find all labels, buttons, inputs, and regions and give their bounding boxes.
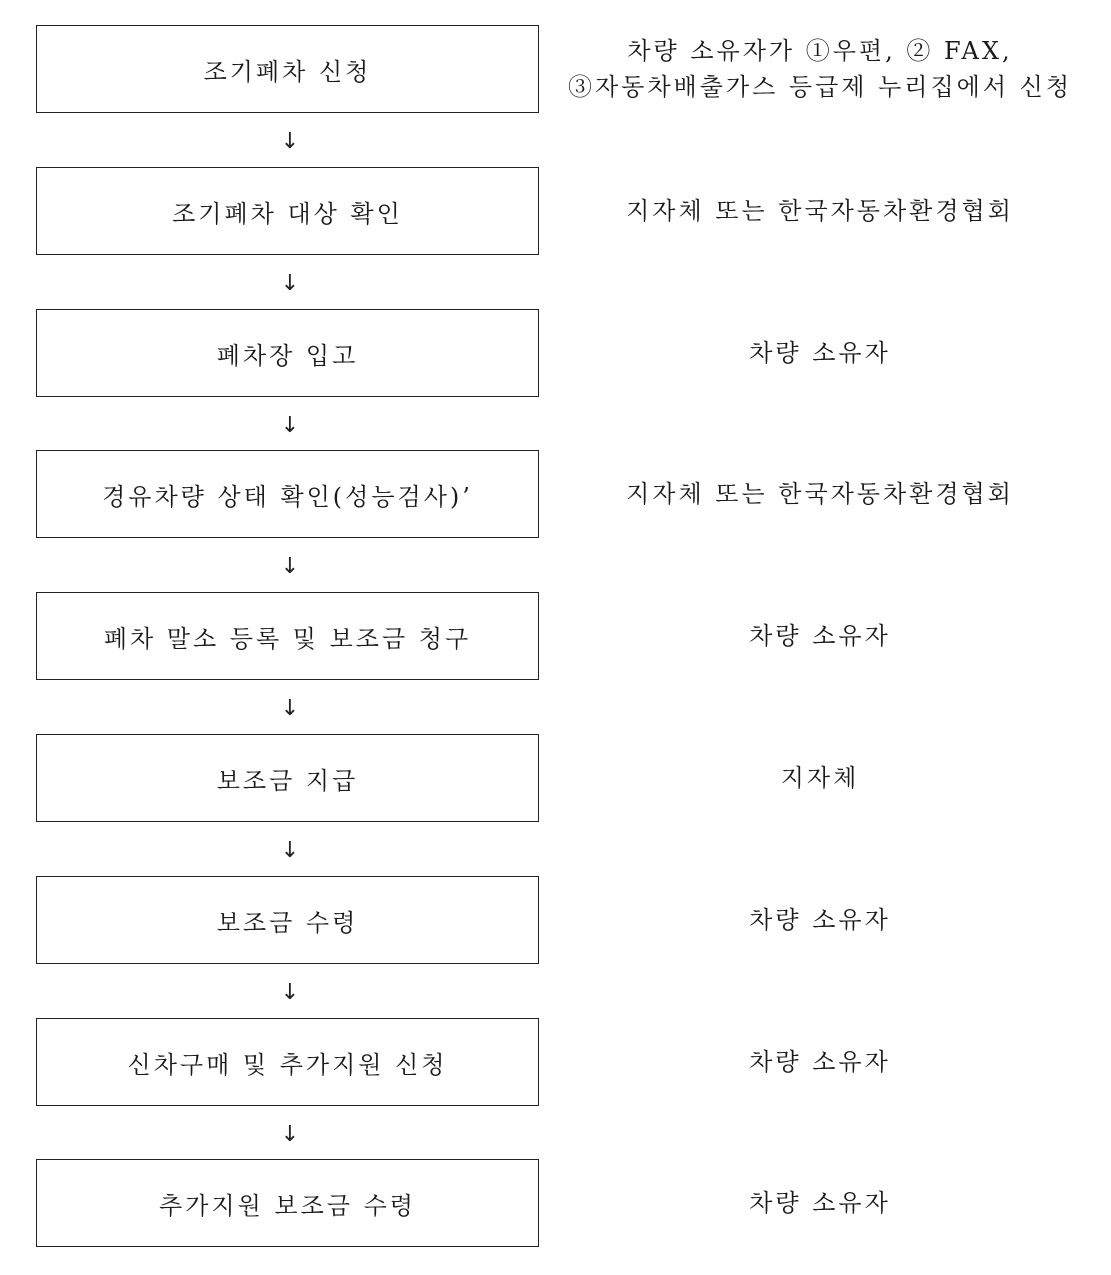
flow-step-6	[0, 734, 1111, 822]
step-box	[36, 25, 539, 113]
down-arrow-icon: ↓	[280, 838, 300, 863]
step-actor	[555, 876, 1085, 964]
down-arrow-icon: ↓	[280, 696, 300, 721]
step-label: 조기폐차 대상 확인	[172, 199, 403, 228]
step-box	[36, 450, 539, 538]
step-actor	[555, 592, 1085, 680]
actor-text-line: 차량 소유자	[749, 906, 891, 934]
down-arrow-icon: ↓	[280, 413, 300, 438]
flow-step-7	[0, 876, 1111, 964]
step-actor	[555, 25, 1085, 113]
step-actor	[555, 450, 1085, 538]
actor-text-line: ③자동차배출가스 등급제 누리집에서 신청	[567, 73, 1072, 101]
step-label: 폐차 말소 등록 및 보조금 청구	[103, 624, 472, 653]
step-label: 조기폐차 신청	[203, 57, 372, 86]
down-arrow-icon: ↓	[280, 1122, 300, 1147]
step-box	[36, 1018, 539, 1106]
flow-step-3	[0, 309, 1111, 397]
actor-text-line: 차량 소유자가 ①우편, ② FAX,	[627, 37, 1013, 65]
step-actor	[555, 1018, 1085, 1106]
step-box	[36, 309, 539, 397]
actor-text-line: 차량 소유자	[749, 1048, 891, 1076]
step-actor	[555, 734, 1085, 822]
down-arrow-icon: ↓	[280, 129, 300, 154]
step-label: 폐차장 입고	[216, 341, 359, 370]
step-box	[36, 1159, 539, 1247]
flow-step-4	[0, 450, 1111, 538]
step-label: 신차구매 및 추가지원 신청	[127, 1050, 448, 1079]
flow-step-2	[0, 167, 1111, 255]
actor-text-line: 지자체	[780, 764, 860, 792]
down-arrow-icon: ↓	[280, 980, 300, 1005]
down-arrow-icon: ↓	[280, 271, 300, 296]
actor-text-line: 차량 소유자	[749, 339, 891, 367]
step-label: 보조금 지급	[216, 766, 359, 795]
step-actor	[555, 309, 1085, 397]
flow-step-5	[0, 592, 1111, 680]
flow-step-1	[0, 25, 1111, 113]
flow-step-8	[0, 1018, 1111, 1106]
flow-step-9	[0, 1159, 1111, 1247]
step-actor	[555, 167, 1085, 255]
step-box	[36, 734, 539, 822]
step-label: 보조금 수령	[216, 908, 359, 937]
step-actor	[555, 1159, 1085, 1247]
step-label: 추가지원 보조금 수령	[159, 1191, 416, 1220]
actor-text-line: 차량 소유자	[749, 1189, 891, 1217]
step-box	[36, 592, 539, 680]
actor-text-line: 지자체 또는 한국자동차환경협회	[626, 197, 1014, 225]
step-box	[36, 167, 539, 255]
down-arrow-icon: ↓	[280, 554, 300, 579]
actor-text-line: 차량 소유자	[749, 622, 891, 650]
step-label: 경유차량 상태 확인(성능검사)’	[102, 482, 473, 511]
step-box	[36, 876, 539, 964]
actor-text-line: 지자체 또는 한국자동차환경협회	[626, 480, 1014, 508]
